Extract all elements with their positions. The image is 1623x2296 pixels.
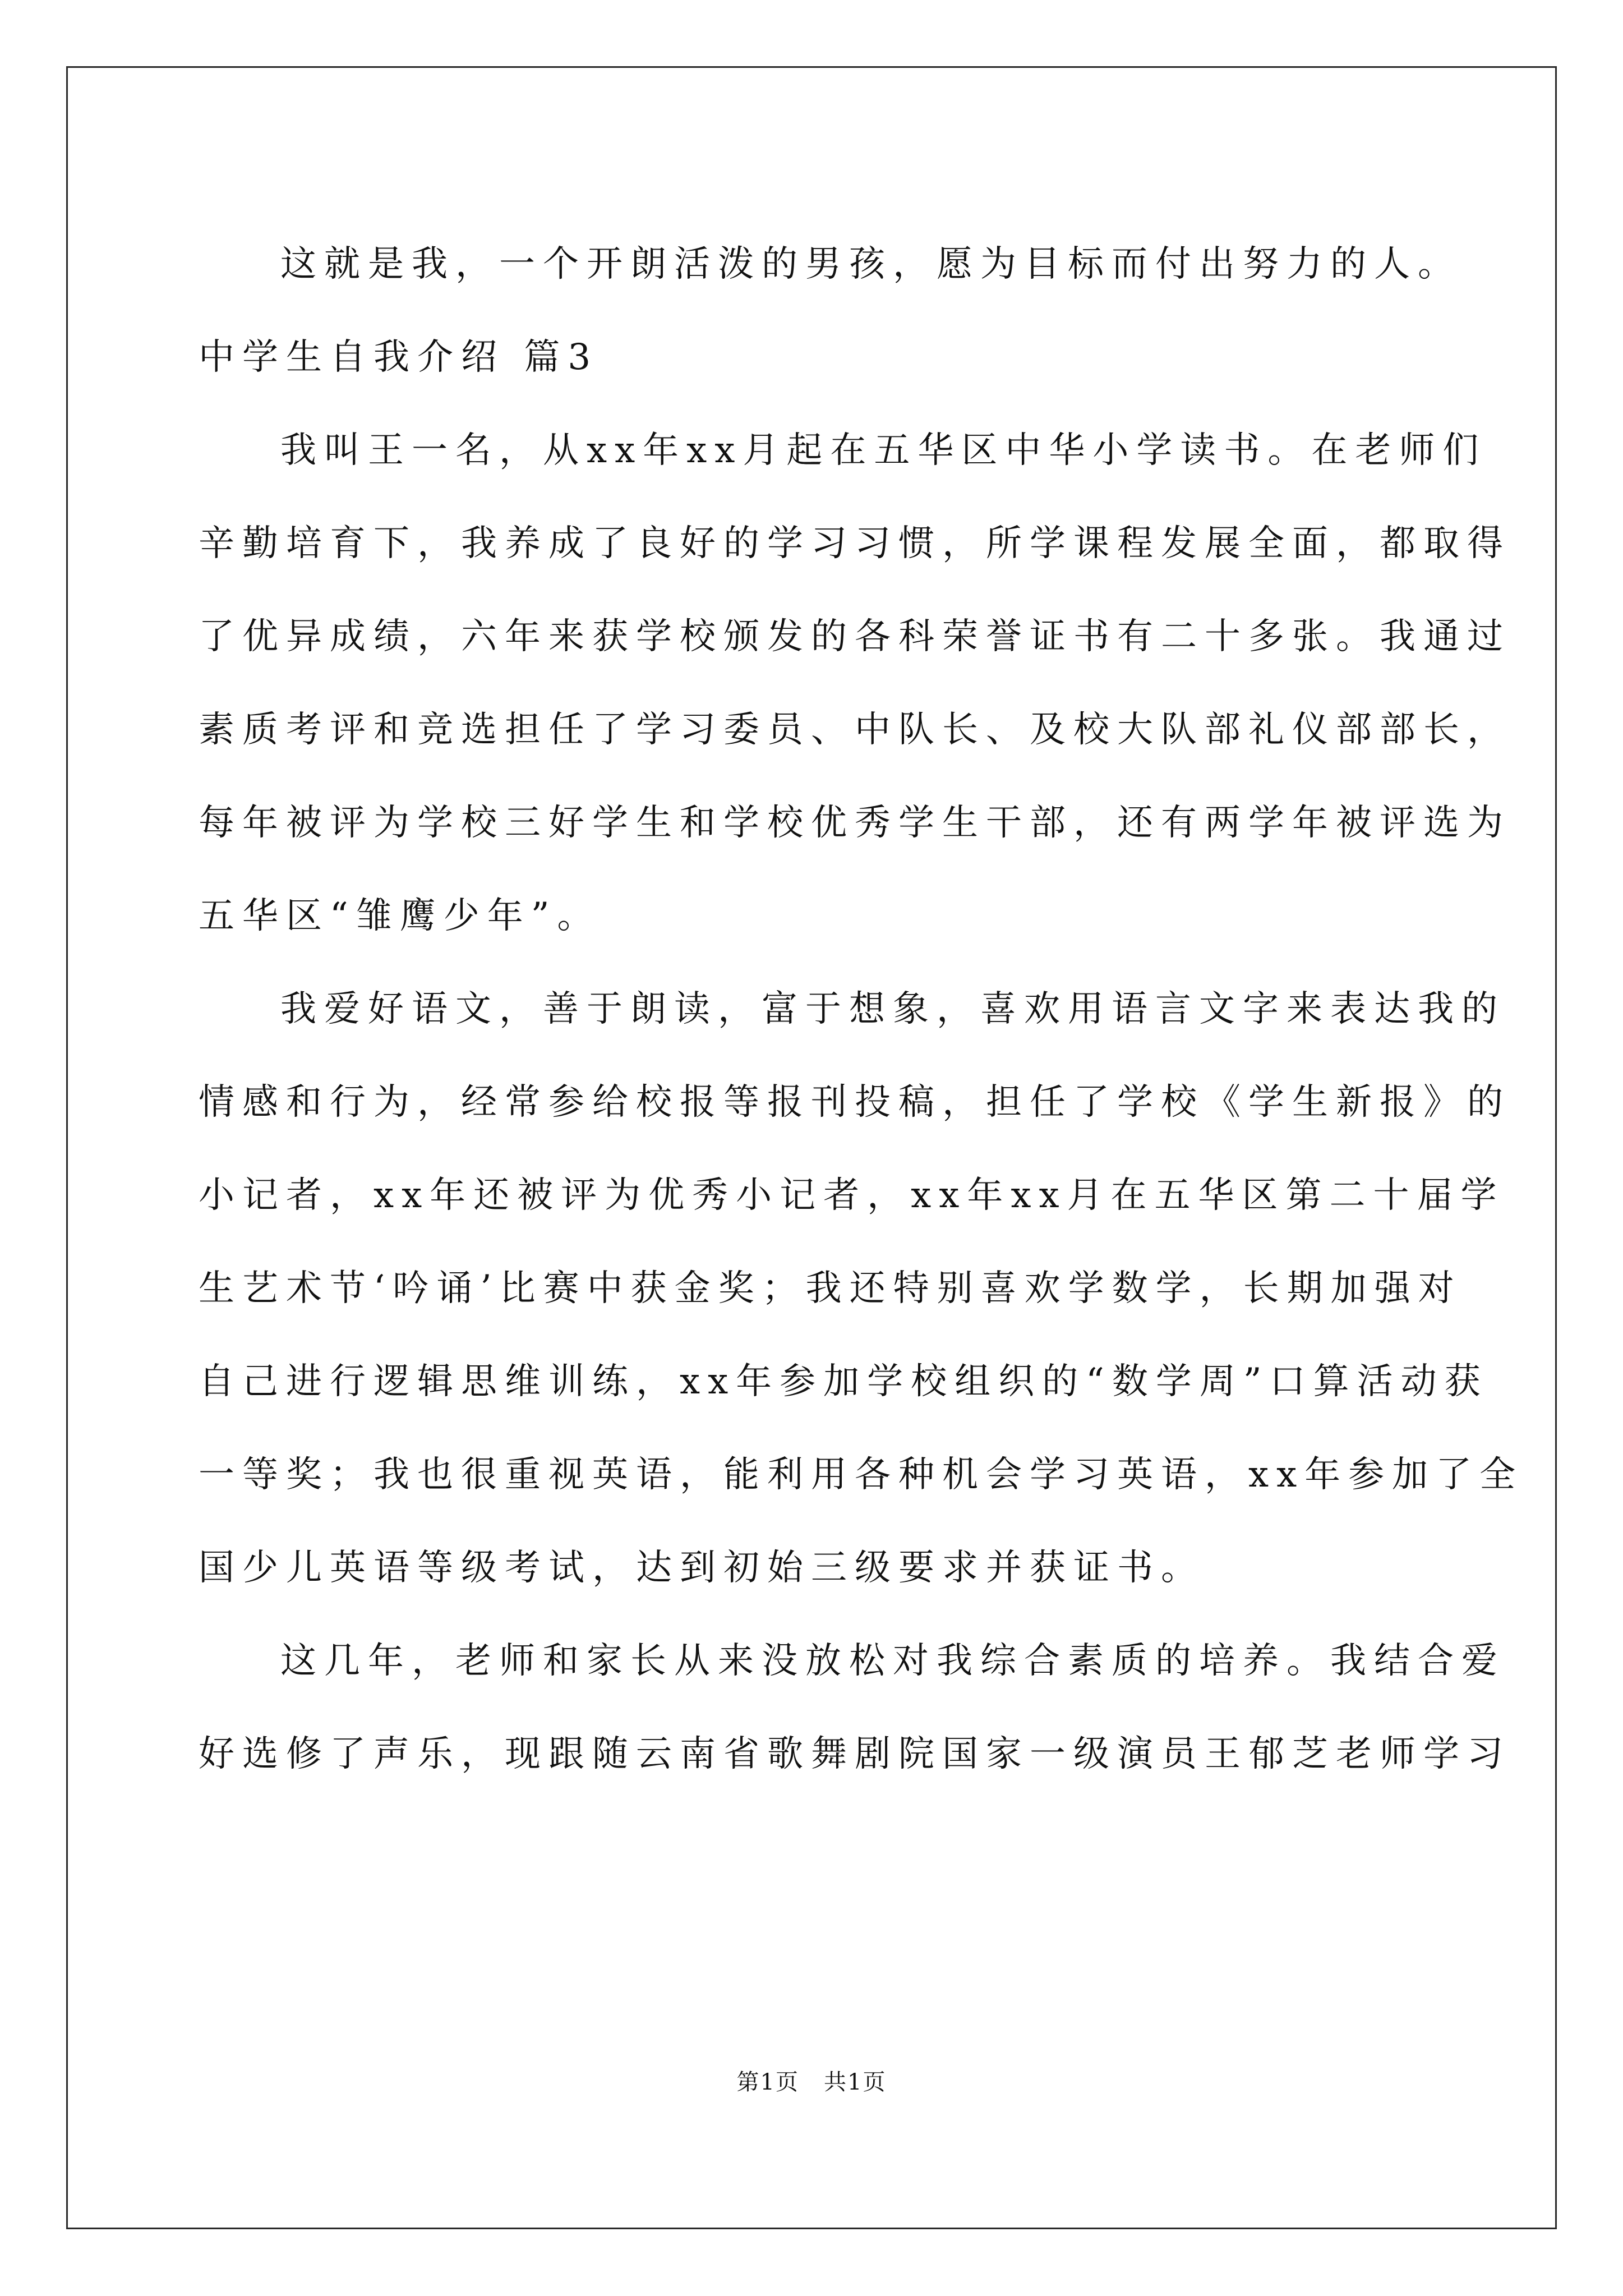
document-body: [199, 218, 1524, 1801]
text-line: 自己进行逻辑思维训练，xx年参加学校组织的“数学周”口算活动获: [199, 1361, 1488, 1402]
page-footer: [0, 2064, 1623, 2096]
text-line: 好选修了声乐，现跟随云南省歌舞剧院国家一级演员王郁芝老师学习: [199, 1733, 1511, 1775]
text-line: 生艺术节‘吟诵’比赛中获金奖；我还特别喜欢学数学，长期加强对: [199, 1268, 1462, 1309]
text-line: 这就是我，一个开朗活泼的男孩，愿为目标而付出努力的人。: [280, 243, 1461, 285]
text-line: 五华区“雏鹰少年”。: [199, 895, 601, 937]
section-heading: 中学生自我介绍 篇3: [199, 337, 599, 378]
text-line: 每年被评为学校三好学生和学校优秀学生干部，还有两学年被评选为: [199, 802, 1511, 844]
text-line: 小记者，xx年还被评为优秀小记者，xx年xx月在五华区第二十届学: [199, 1175, 1505, 1216]
text-line: 我爱好语文，善于朗读，富于想象，喜欢用语言文字来表达我的: [280, 988, 1505, 1030]
page-number: 第1页: [736, 2069, 799, 2095]
text-line: 素质考评和竞选担任了学习委员、中队长、及校大队部礼仪部部长，: [199, 709, 1511, 751]
text-line: 辛勤培育下，我养成了良好的学习习惯，所学课程发展全面，都取得: [199, 523, 1511, 564]
text-line: 国少儿英语等级考试，达到初始三级要求并获证书。: [199, 1547, 1205, 1589]
page-total: 共1页: [824, 2069, 887, 2095]
text-line: 一等奖；我也很重视英语，能利用各种机会学习英语，xx年参加了全: [199, 1454, 1524, 1496]
text-line: 这几年，老师和家长从来没放松对我综合素质的培养。我结合爱: [280, 1640, 1505, 1682]
text-line: 了优异成绩，六年来获学校颁发的各科荣誉证书有二十多张。我通过: [199, 616, 1511, 657]
text-line: 情感和行为，经常参给校报等报刊投稿，担任了学校《学生新报》的: [199, 1082, 1511, 1123]
text-line: 我叫王一名，从xx年xx月起在五华区中华小学读书。在老师们: [280, 430, 1487, 471]
